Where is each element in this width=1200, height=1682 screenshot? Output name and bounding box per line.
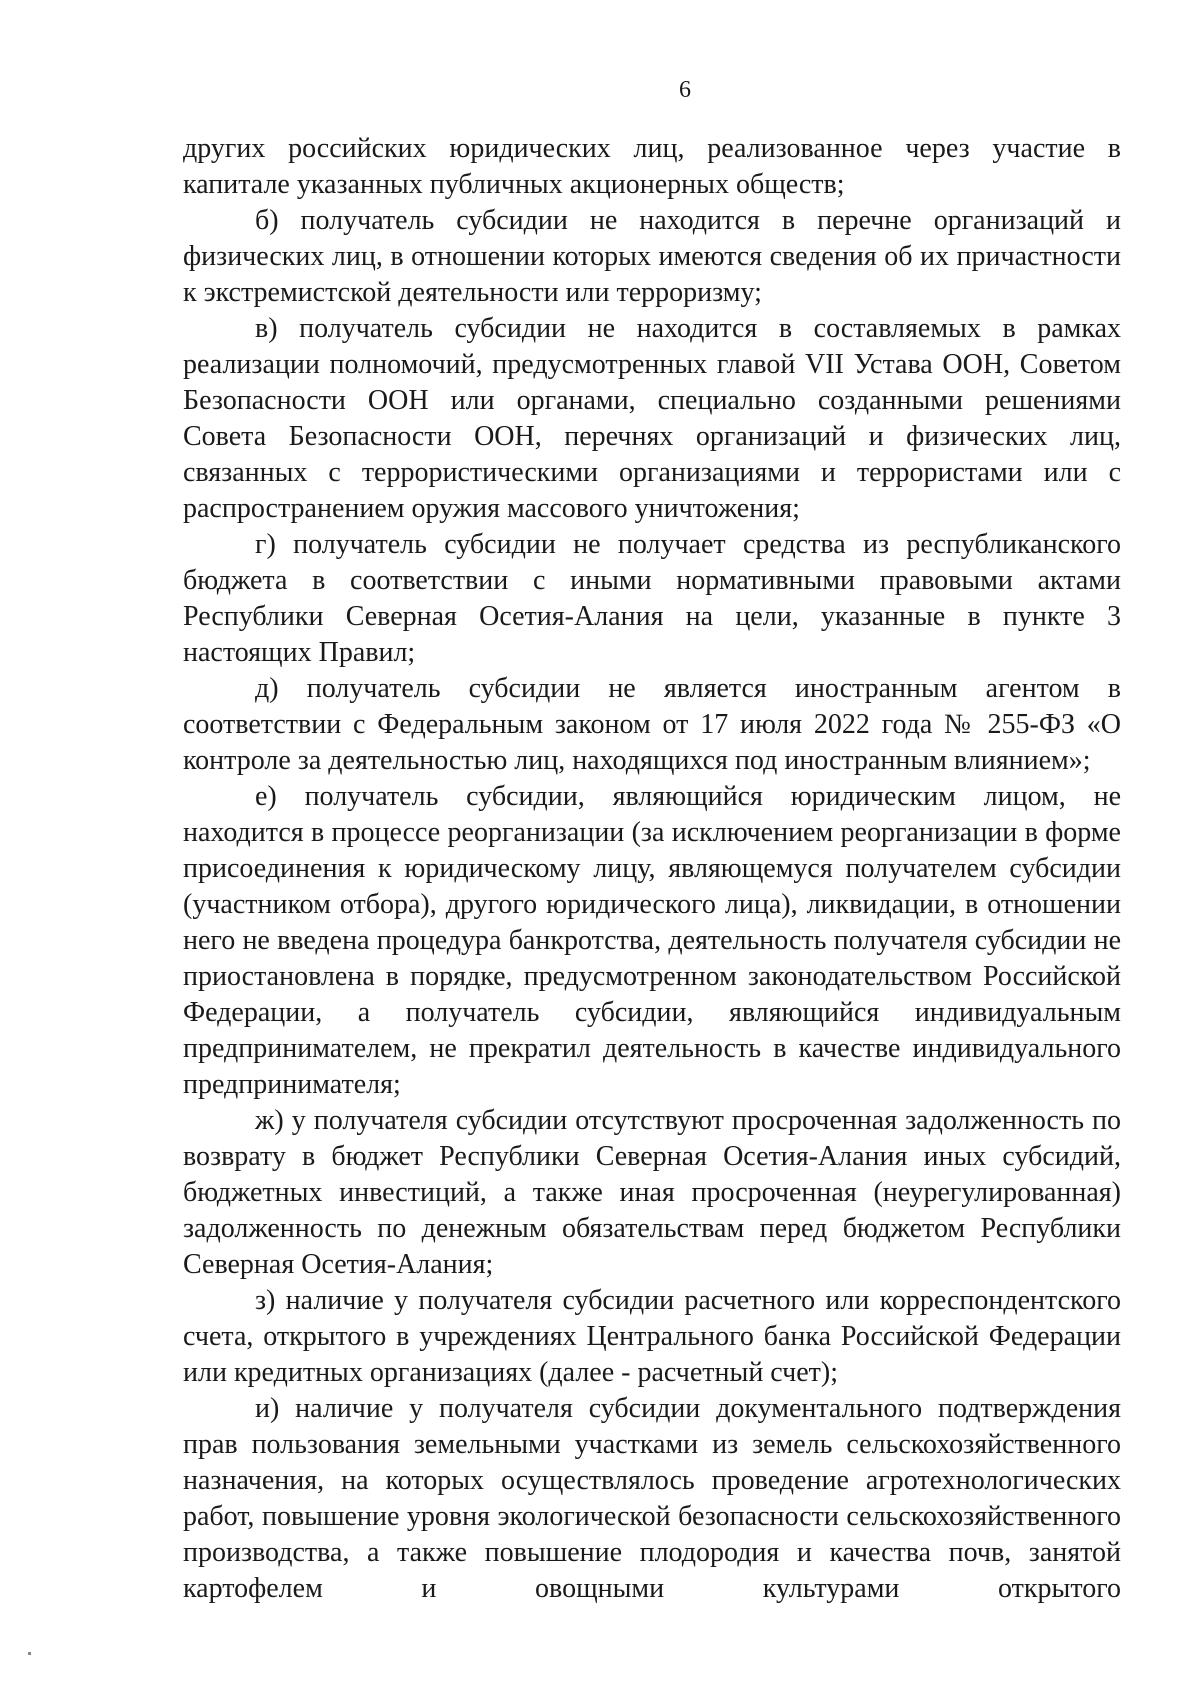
paragraph-continuation: других российских юридических лиц, реализованное через участие в капитале указанных публичных акционерных обществ;: [183, 133, 1121, 200]
paragraph-item-v: в) получатель субсидии не находится в составляемых в рамках реализации полномочий, предусмотренных главой VII Устава ООН, Советом Безопасности ООН или органами, специально созданными решениями Совета Безопасности ООН, перечнях организаций и физических лиц, связанных с террористическими организациями и террористами или с распространением оружия массового уничтожения;: [183, 313, 1121, 524]
paragraph-item-z: з) наличие у получателя субсидии расчетного или корреспондентского счета, открытого в учреждениях Центрального банка Российской Федерации или кредитных организациях (далее - расчетный счет);: [183, 1285, 1121, 1388]
document-body: [183, 131, 1121, 1607]
scan-artifact: [28, 1652, 31, 1655]
paragraph-item-zh: ж) у получателя субсидии отсутствуют просроченная задолженность по возврату в бюджет Республики Северная Осетия-Алания иных субсидий, бюджетных инвестиций, а также иная просроченная (неурегулированная) задолженность по денежным обязательствам перед бюджетом Республики Северная Осетия-Алания;: [183, 1105, 1121, 1280]
paragraph-item-b: б) получатель субсидии не находится в перечне организаций и физических лиц, в отношении которых имеются сведения об их причастности к экстремистской деятельности или терроризму;: [183, 205, 1121, 308]
paragraph-item-i: и) наличие у получателя субсидии документального подтверждения прав пользования земельными участками из земель сельскохозяйственного назначения, на которых осуществлялось проведение агротехнологических работ, повышение уровня экологической безопасности сельскохозяйственного производства, а также повышение плодородия и качества почв, занятой картофелем и овощными культурами открытого: [183, 1393, 1121, 1604]
paragraph-item-e: е) получатель субсидии, являющийся юридическим лицом, не находится в процессе реорганизации (за исключением реорганизации в форме присоединения к юридическому лицу, являющемуся получателем субсидии (участником отбора), другого юридического лица), ликвидации, в отношении него не введена процедура банкротства, деятельность получателя субсидии не приостановлена в порядке, предусмотренном законодательством Российской Федерации, а получатель субсидии, являющийся индивидуальным предпринимателем, не прекратил деятельность в качестве индивидуального предпринимателя;: [183, 781, 1121, 1100]
page-number: 6: [679, 77, 691, 103]
paragraph-item-d: д) получатель субсидии не является иностранным агентом в соответствии с Федеральным законом от 17 июля 2022 года № 255-ФЗ «О контроле за деятельностью лиц, находящихся под иностранным влиянием»;: [183, 673, 1121, 776]
paragraph-item-g: г) получатель субсидии не получает средства из республиканского бюджета в соответствии с иными нормативными правовыми актами Республики Северная Осетия-Алания на цели, указанные в пункте 3 настоящих Правил;: [183, 529, 1121, 668]
